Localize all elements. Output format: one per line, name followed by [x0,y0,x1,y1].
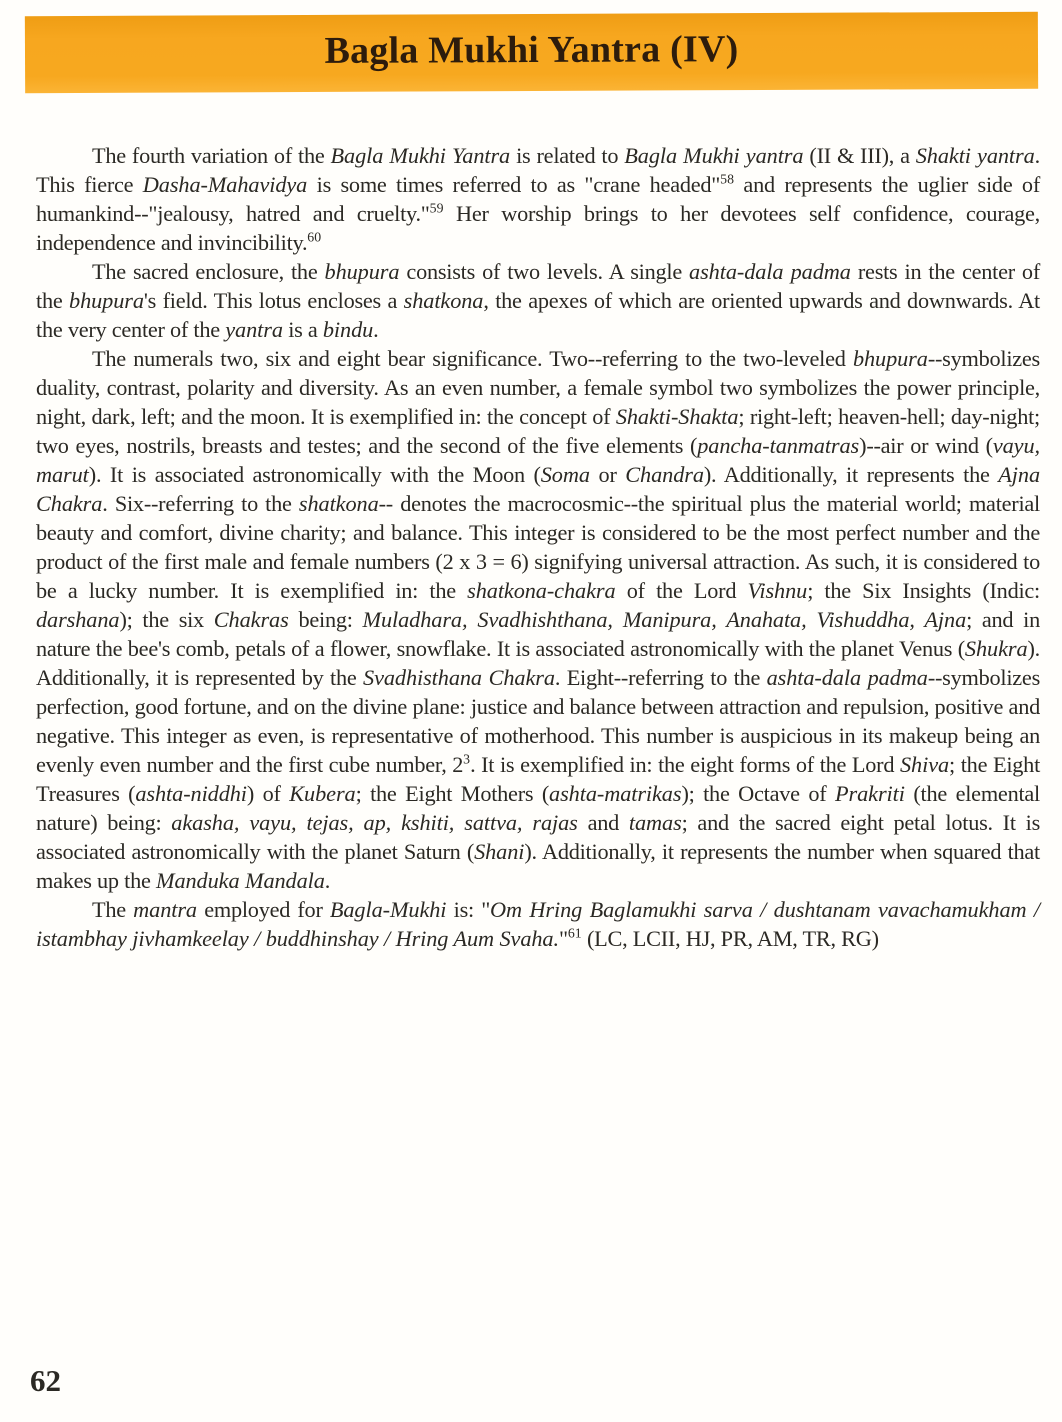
text-run-italic: Ajna Chakra [36,462,1040,516]
text-run: ; the Eight Treasures ( [36,752,1041,806]
footnote-ref: 3 [463,751,471,767]
text-run: ); the six [119,607,214,632]
text-run: --symbolizes duality, contrast, polarity and diversity. As an even number, a female symbol two symbolizes the power principle, night, dark, left; and the moon. It is exemplified in: the concept of [36,346,1040,429]
text-run: of the Lord [615,578,748,603]
text-run: and represents the uglier side of humankind--"jealousy, hatred and cruelty." [36,172,1040,226]
text-run-italic: ashta-matrikas [549,781,682,806]
text-run-italic: vayu, marut [36,433,1040,487]
text-run-italic: ashta-niddhi [135,781,247,806]
text-run: ); the Octave of [681,781,835,806]
text-run: ; right-left; heaven-hell; day-night; two eyes, nostrils, breasts and testes; and the second of the five elements ( [36,404,1040,458]
text-run: ; and in nature the bee's comb, petals of a flower, snowflake. It is associated astronomically with the planet Venus ( [36,607,1040,661]
text-run-italic: Svadhisthana Chakra [363,665,555,690]
text-run-italic: Shakti-Shakta [615,404,739,429]
text-run: rests in the center of the [36,259,1041,313]
text-run-italic: Manduka Mandala [155,868,325,893]
text-run: is a [282,317,323,342]
chapter-title-banner [25,12,1038,93]
text-run: . [324,868,331,893]
text-run-italic: akasha, vayu, tejas, ap, kshiti, sattva, rajas [171,810,578,835]
text-run-italic: Vishnu [747,578,808,603]
text-run: The sacred enclosure, the [92,259,325,284]
text-run: . Eight--referring to the [554,665,767,690]
text-run-italic: darshana [36,607,120,632]
text-run-italic: bindu [322,317,374,342]
body-text [36,141,1040,953]
text-run: or [589,462,626,487]
text-run: . This fierce [36,143,1040,197]
text-run-italic: Soma [540,462,590,487]
text-run-italic: shatkona-chakra [467,578,616,603]
text-run-italic: Chandra [625,462,704,487]
text-run: The numerals two, six and eight bear significance. Two--referring to the two-leveled [92,346,853,371]
text-run-italic: tamas [628,810,682,835]
text-run-italic: Shani [474,839,525,864]
text-run: consists of two levels. A single [399,259,690,284]
page-number: 62 [30,1363,61,1398]
paragraph [36,141,1040,257]
text-run-italic: Dasha-Mahavidya [142,172,308,197]
text-run: is: " [446,897,491,922]
text-run: is related to [510,143,625,168]
footnote-ref: 59 [429,200,444,216]
text-run: being: [288,607,363,632]
text-run-italic: Prakriti [835,781,905,806]
footnote-ref: 61 [567,925,582,941]
text-run: " [558,926,568,951]
text-run: (LC, LCII, HJ, PR, AM, TR, RG) [581,926,879,951]
text-run: ) of [246,781,290,806]
text-run-italic: ashta-dala padma [766,665,928,690]
text-run: ). It is associated astronomically with the Moon ( [88,462,541,487]
text-run: , the apexes of which are oriented upwards and downwards. At the very center of the [36,288,1040,342]
text-run: . Six--referring to the [102,491,299,516]
text-run: -- denotes the macrocosmic--the spiritual plus the material world; material beauty and comfort, divine charity; and balance. This integer is considered to be the most perfect number and the product of the first male and female numbers (2 x 3 = 6) signifying universal attraction. As such, it is considered to be a lucky number. It is exemplified in: the [36,491,1040,603]
text-run: The fourth variation of the [92,143,331,168]
text-run-italic: Muladhara, Svadhishthana, Manipura, Anahata, Vishuddha, Ajna [362,607,967,632]
text-run: The [92,897,134,922]
text-run: (II & III), a [803,143,916,168]
paragraph [36,257,1040,344]
text-run: ). Additionally, it is represented by the [36,636,1040,690]
text-run-italic: Shiva [900,752,950,777]
text-run-italic: shatkona [298,491,379,516]
text-run-italic: shatkona [403,288,484,313]
paragraph [36,344,1040,895]
text-run: . [373,317,379,342]
text-run: Her worship brings to her devotees self confidence, courage, independence and invincibility. [36,201,1041,255]
text-run: )--air or wind ( [859,433,993,458]
text-run: is some times referred to as "crane headed" [307,172,721,197]
text-run-italic: Bagla Mukhi yantra [624,143,804,168]
text-run-italic: Chakras [213,607,289,632]
text-run: and [577,810,629,835]
text-run-italic: pancha-tanmatras [697,433,860,458]
text-run: employed for [196,897,330,922]
footnote-ref: 58 [720,171,734,187]
text-run-italic: ashta-dala padma [689,259,851,284]
text-run: (the elemental nature) being: [36,781,1041,835]
text-run-italic: Shukra [964,636,1028,661]
text-run: --symbolizes perfection, good fortune, and on the divine plane: justice and balance between attraction and repulsion, positive and negative. This integer as even, is representative of motherhood. This number is auspicious in its makeup being an evenly even number and the first cube number, 2 [36,665,1041,777]
paragraph [36,895,1040,953]
text-run-italic: bhupura [69,288,144,313]
text-run-italic: Bagla-Mukhi [329,897,447,922]
text-run: ; the Eight Mothers ( [355,781,550,806]
text-run: . It is exemplified in: the eight forms of the Lord [470,752,900,777]
page-title: Bagla Mukhi Yantra (IV) [324,27,739,72]
text-run-italic: Shakti yantra [915,143,1035,168]
footnote-ref: 60 [307,229,322,245]
text-run-italic: Bagla Mukhi Yantra [330,143,511,168]
text-run: ). Additionally, it represents the number when squared that makes up the [36,839,1041,893]
text-run-italic: Kubera [289,781,356,806]
text-run-italic: yantra [225,317,283,342]
text-run: ). Additionally, it represents the [703,462,999,487]
text-run-italic: bhupura [852,346,928,371]
text-run: ; the Six Insights (Indic: [807,578,1041,603]
text-run-italic: Om Hring Baglamukhi sarva / dushtanam vavachamukham / istambhay jivhamkeelay / buddhinshay / Hring Aum Svaha. [36,897,1040,951]
text-run-italic: mantra [133,897,197,922]
text-run: ; and the sacred eight petal lotus. It is associated astronomically with the planet Saturn ( [36,810,1041,864]
text-run-italic: bhupura [324,259,400,284]
text-run: 's field. This lotus encloses a [143,288,404,313]
